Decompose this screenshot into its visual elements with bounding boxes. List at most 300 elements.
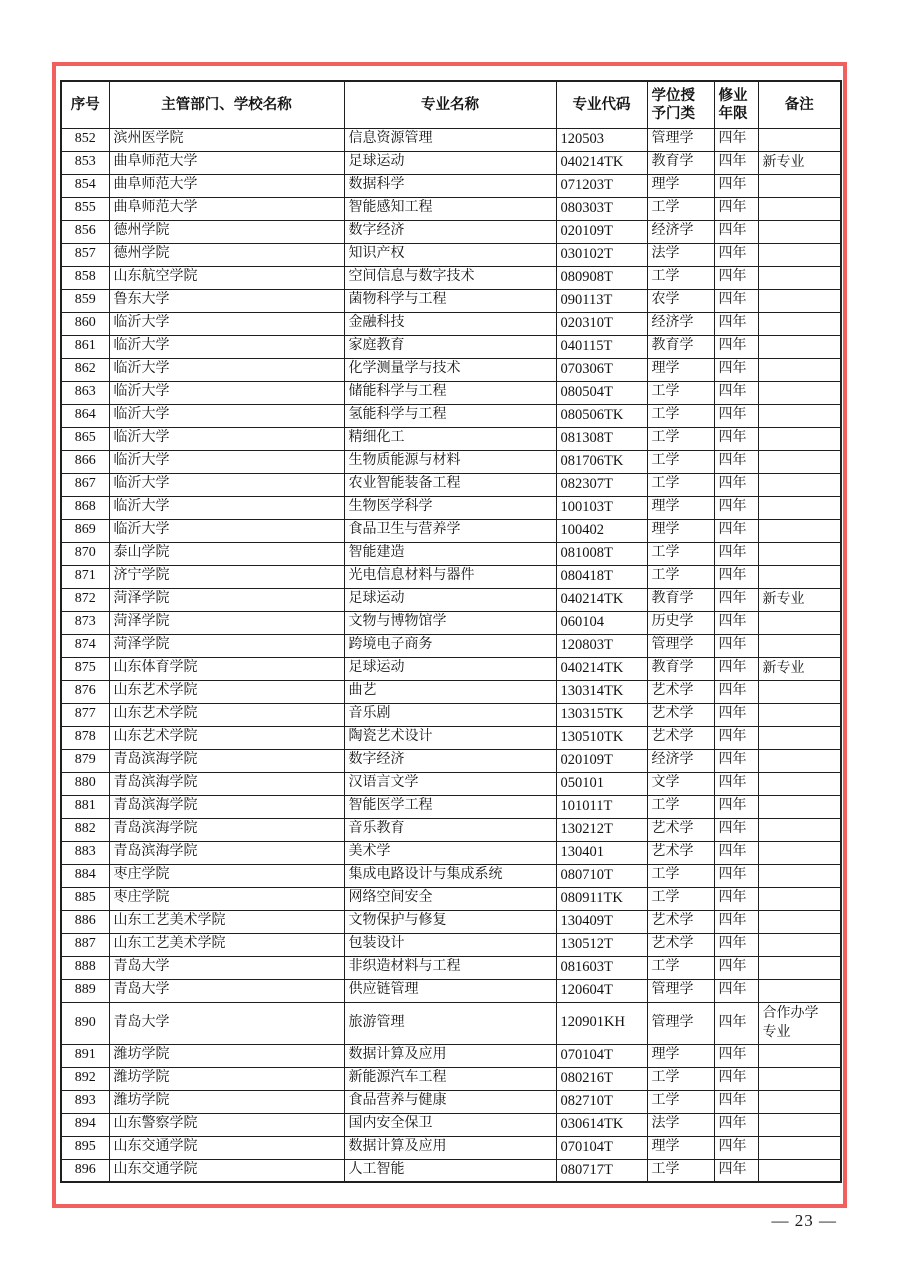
table-row	[61, 749, 841, 772]
cell-years: 四年	[714, 174, 758, 197]
cell-no: 858	[61, 266, 109, 289]
cell-years: 四年	[714, 933, 758, 956]
cell-code: 120803T	[556, 634, 647, 657]
cell-no: 886	[61, 910, 109, 933]
cell-major: 精细化工	[344, 427, 556, 450]
cell-remark	[758, 611, 841, 634]
column-header-school: 主管部门、学校名称	[109, 81, 344, 128]
cell-school: 临沂大学	[109, 312, 344, 335]
cell-school: 山东交通学院	[109, 1159, 344, 1182]
cell-major: 化学测量学与技术	[344, 358, 556, 381]
cell-degree: 工学	[647, 1159, 714, 1182]
cell-school: 临沂大学	[109, 450, 344, 473]
cell-remark	[758, 312, 841, 335]
cell-years: 四年	[714, 289, 758, 312]
cell-years: 四年	[714, 1044, 758, 1067]
cell-degree: 艺术学	[647, 726, 714, 749]
cell-remark	[758, 749, 841, 772]
table-row	[61, 956, 841, 979]
cell-code: 020109T	[556, 220, 647, 243]
cell-no: 874	[61, 634, 109, 657]
cell-remark	[758, 381, 841, 404]
table-header-row	[61, 81, 841, 128]
cell-remark	[758, 864, 841, 887]
cell-major: 储能科学与工程	[344, 381, 556, 404]
cell-degree: 理学	[647, 496, 714, 519]
cell-code: 080506TK	[556, 404, 647, 427]
cell-major: 信息资源管理	[344, 128, 556, 151]
cell-no: 893	[61, 1090, 109, 1113]
table-row	[61, 243, 841, 266]
table-row	[61, 1136, 841, 1159]
cell-years: 四年	[714, 243, 758, 266]
cell-years: 四年	[714, 197, 758, 220]
cell-years: 四年	[714, 910, 758, 933]
cell-degree: 艺术学	[647, 680, 714, 703]
table-row	[61, 220, 841, 243]
cell-degree: 工学	[647, 1067, 714, 1090]
cell-school: 山东警察学院	[109, 1113, 344, 1136]
table-row	[61, 887, 841, 910]
table-row	[61, 1044, 841, 1067]
cell-degree: 理学	[647, 358, 714, 381]
table-row	[61, 358, 841, 381]
table-row	[61, 128, 841, 151]
cell-school: 泰山学院	[109, 542, 344, 565]
cell-degree: 工学	[647, 956, 714, 979]
cell-no: 868	[61, 496, 109, 519]
cell-no: 854	[61, 174, 109, 197]
table-row	[61, 542, 841, 565]
cell-school: 山东艺术学院	[109, 726, 344, 749]
cell-degree: 管理学	[647, 979, 714, 1002]
cell-major: 非织造材料与工程	[344, 956, 556, 979]
cell-remark	[758, 680, 841, 703]
cell-code: 070104T	[556, 1136, 647, 1159]
cell-degree: 经济学	[647, 312, 714, 335]
cell-no: 864	[61, 404, 109, 427]
cell-no: 853	[61, 151, 109, 174]
cell-remark: 新专业	[758, 588, 841, 611]
majors-table	[60, 80, 842, 1183]
cell-major: 国内安全保卫	[344, 1113, 556, 1136]
cell-no: 891	[61, 1044, 109, 1067]
table-row	[61, 496, 841, 519]
table-row	[61, 726, 841, 749]
cell-major: 知识产权	[344, 243, 556, 266]
cell-remark	[758, 933, 841, 956]
cell-school: 山东艺术学院	[109, 703, 344, 726]
cell-school: 山东交通学院	[109, 1136, 344, 1159]
cell-no: 863	[61, 381, 109, 404]
cell-no: 859	[61, 289, 109, 312]
cell-school: 山东工艺美术学院	[109, 933, 344, 956]
cell-remark	[758, 726, 841, 749]
cell-school: 山东体育学院	[109, 657, 344, 680]
cell-remark	[758, 289, 841, 312]
cell-code: 100402	[556, 519, 647, 542]
cell-code: 030102T	[556, 243, 647, 266]
cell-years: 四年	[714, 818, 758, 841]
cell-school: 菏泽学院	[109, 588, 344, 611]
column-header-code: 专业代码	[556, 81, 647, 128]
cell-major: 金融科技	[344, 312, 556, 335]
cell-no: 856	[61, 220, 109, 243]
cell-code: 100103T	[556, 496, 647, 519]
cell-school: 临沂大学	[109, 404, 344, 427]
cell-remark	[758, 128, 841, 151]
cell-no: 883	[61, 841, 109, 864]
cell-no: 885	[61, 887, 109, 910]
cell-years: 四年	[714, 335, 758, 358]
table-row	[61, 1159, 841, 1182]
cell-code: 080911TK	[556, 887, 647, 910]
cell-code: 070306T	[556, 358, 647, 381]
cell-remark: 新专业	[758, 657, 841, 680]
cell-remark	[758, 450, 841, 473]
cell-degree: 管理学	[647, 128, 714, 151]
cell-years: 四年	[714, 680, 758, 703]
cell-remark: 合作办学专业	[758, 1002, 841, 1044]
table-row	[61, 979, 841, 1002]
cell-degree: 工学	[647, 1090, 714, 1113]
cell-code: 040214TK	[556, 588, 647, 611]
cell-major: 人工智能	[344, 1159, 556, 1182]
cell-major: 空间信息与数字技术	[344, 266, 556, 289]
cell-school: 滨州医学院	[109, 128, 344, 151]
cell-school: 青岛滨海学院	[109, 795, 344, 818]
cell-degree: 经济学	[647, 220, 714, 243]
cell-major: 文物保护与修复	[344, 910, 556, 933]
cell-code: 130510TK	[556, 726, 647, 749]
cell-remark	[758, 1067, 841, 1090]
cell-school: 青岛滨海学院	[109, 818, 344, 841]
cell-remark: 新专业	[758, 151, 841, 174]
cell-remark	[758, 473, 841, 496]
cell-years: 四年	[714, 151, 758, 174]
cell-code: 081008T	[556, 542, 647, 565]
cell-school: 青岛大学	[109, 1002, 344, 1044]
cell-major: 数据科学	[344, 174, 556, 197]
cell-school: 青岛大学	[109, 979, 344, 1002]
cell-code: 020109T	[556, 749, 647, 772]
cell-code: 020310T	[556, 312, 647, 335]
table-row	[61, 565, 841, 588]
cell-years: 四年	[714, 450, 758, 473]
cell-no: 889	[61, 979, 109, 1002]
cell-major: 供应链管理	[344, 979, 556, 1002]
cell-years: 四年	[714, 588, 758, 611]
cell-remark	[758, 1090, 841, 1113]
cell-remark	[758, 772, 841, 795]
cell-code: 090113T	[556, 289, 647, 312]
cell-degree: 理学	[647, 1136, 714, 1159]
cell-years: 四年	[714, 657, 758, 680]
cell-no: 857	[61, 243, 109, 266]
cell-major: 包装设计	[344, 933, 556, 956]
cell-code: 120503	[556, 128, 647, 151]
cell-school: 枣庄学院	[109, 864, 344, 887]
cell-years: 四年	[714, 1136, 758, 1159]
cell-degree: 教育学	[647, 335, 714, 358]
cell-no: 871	[61, 565, 109, 588]
table-row	[61, 473, 841, 496]
cell-code: 030614TK	[556, 1113, 647, 1136]
table-row	[61, 335, 841, 358]
cell-degree: 工学	[647, 450, 714, 473]
cell-remark	[758, 887, 841, 910]
cell-years: 四年	[714, 220, 758, 243]
cell-school: 临沂大学	[109, 519, 344, 542]
cell-school: 济宁学院	[109, 565, 344, 588]
cell-degree: 工学	[647, 381, 714, 404]
column-header-major: 专业名称	[344, 81, 556, 128]
cell-major: 音乐教育	[344, 818, 556, 841]
cell-no: 875	[61, 657, 109, 680]
cell-code: 081706TK	[556, 450, 647, 473]
cell-degree: 理学	[647, 174, 714, 197]
cell-years: 四年	[714, 634, 758, 657]
cell-code: 082710T	[556, 1090, 647, 1113]
cell-degree: 工学	[647, 864, 714, 887]
cell-code: 080418T	[556, 565, 647, 588]
cell-years: 四年	[714, 887, 758, 910]
cell-years: 四年	[714, 473, 758, 496]
cell-degree: 理学	[647, 519, 714, 542]
cell-major: 美术学	[344, 841, 556, 864]
cell-major: 新能源汽车工程	[344, 1067, 556, 1090]
cell-remark	[758, 220, 841, 243]
cell-major: 旅游管理	[344, 1002, 556, 1044]
cell-remark	[758, 1113, 841, 1136]
cell-major: 生物质能源与材料	[344, 450, 556, 473]
cell-no: 895	[61, 1136, 109, 1159]
cell-degree: 艺术学	[647, 703, 714, 726]
cell-code: 040115T	[556, 335, 647, 358]
cell-no: 862	[61, 358, 109, 381]
table-row	[61, 312, 841, 335]
table-row	[61, 703, 841, 726]
cell-years: 四年	[714, 128, 758, 151]
cell-major: 网络空间安全	[344, 887, 556, 910]
cell-school: 德州学院	[109, 243, 344, 266]
cell-years: 四年	[714, 496, 758, 519]
cell-school: 临沂大学	[109, 496, 344, 519]
cell-degree: 工学	[647, 542, 714, 565]
cell-degree: 农学	[647, 289, 714, 312]
cell-years: 四年	[714, 611, 758, 634]
cell-degree: 工学	[647, 795, 714, 818]
table-row	[61, 864, 841, 887]
cell-years: 四年	[714, 381, 758, 404]
cell-remark	[758, 634, 841, 657]
cell-school: 青岛滨海学院	[109, 772, 344, 795]
cell-years: 四年	[714, 358, 758, 381]
cell-code: 081603T	[556, 956, 647, 979]
cell-school: 临沂大学	[109, 358, 344, 381]
cell-years: 四年	[714, 1113, 758, 1136]
table-row	[61, 151, 841, 174]
cell-school: 潍坊学院	[109, 1090, 344, 1113]
cell-school: 临沂大学	[109, 427, 344, 450]
cell-school: 德州学院	[109, 220, 344, 243]
table-row	[61, 427, 841, 450]
table-row	[61, 1113, 841, 1136]
cell-code: 130212T	[556, 818, 647, 841]
cell-school: 曲阜师范大学	[109, 151, 344, 174]
cell-degree: 历史学	[647, 611, 714, 634]
cell-remark	[758, 1136, 841, 1159]
cell-remark	[758, 1044, 841, 1067]
cell-degree: 工学	[647, 473, 714, 496]
table-row	[61, 1067, 841, 1090]
cell-code: 120901KH	[556, 1002, 647, 1044]
cell-major: 数据计算及应用	[344, 1044, 556, 1067]
cell-major: 数字经济	[344, 749, 556, 772]
cell-degree: 艺术学	[647, 910, 714, 933]
cell-code: 080216T	[556, 1067, 647, 1090]
cell-remark	[758, 542, 841, 565]
cell-no: 888	[61, 956, 109, 979]
cell-degree: 艺术学	[647, 933, 714, 956]
cell-remark	[758, 979, 841, 1002]
cell-code: 130315TK	[556, 703, 647, 726]
cell-years: 四年	[714, 427, 758, 450]
cell-years: 四年	[714, 1090, 758, 1113]
cell-remark	[758, 335, 841, 358]
cell-degree: 教育学	[647, 657, 714, 680]
cell-degree: 文学	[647, 772, 714, 795]
table-row	[61, 450, 841, 473]
cell-remark	[758, 427, 841, 450]
cell-no: 872	[61, 588, 109, 611]
cell-no: 855	[61, 197, 109, 220]
cell-school: 菏泽学院	[109, 634, 344, 657]
cell-major: 食品营养与健康	[344, 1090, 556, 1113]
cell-major: 农业智能装备工程	[344, 473, 556, 496]
table-row	[61, 289, 841, 312]
page-number: — 23 —	[771, 1211, 837, 1230]
cell-years: 四年	[714, 266, 758, 289]
cell-major: 食品卫生与营养学	[344, 519, 556, 542]
cell-code: 120604T	[556, 979, 647, 1002]
cell-no: 876	[61, 680, 109, 703]
table-row	[61, 795, 841, 818]
cell-years: 四年	[714, 864, 758, 887]
cell-years: 四年	[714, 795, 758, 818]
cell-degree: 教育学	[647, 588, 714, 611]
table-body	[61, 128, 841, 1182]
cell-years: 四年	[714, 749, 758, 772]
cell-years: 四年	[714, 312, 758, 335]
cell-school: 临沂大学	[109, 381, 344, 404]
cell-no: 852	[61, 128, 109, 151]
cell-major: 足球运动	[344, 588, 556, 611]
cell-no: 869	[61, 519, 109, 542]
cell-remark	[758, 956, 841, 979]
cell-degree: 艺术学	[647, 818, 714, 841]
cell-major: 集成电路设计与集成系统	[344, 864, 556, 887]
cell-years: 四年	[714, 772, 758, 795]
table-row	[61, 634, 841, 657]
cell-remark	[758, 266, 841, 289]
cell-no: 873	[61, 611, 109, 634]
cell-major: 曲艺	[344, 680, 556, 703]
cell-no: 865	[61, 427, 109, 450]
cell-degree: 工学	[647, 266, 714, 289]
cell-major: 汉语言文学	[344, 772, 556, 795]
cell-degree: 工学	[647, 197, 714, 220]
cell-major: 数字经济	[344, 220, 556, 243]
cell-school: 临沂大学	[109, 335, 344, 358]
cell-no: 866	[61, 450, 109, 473]
cell-code: 130409T	[556, 910, 647, 933]
cell-school: 鲁东大学	[109, 289, 344, 312]
cell-remark	[758, 910, 841, 933]
cell-degree: 工学	[647, 404, 714, 427]
cell-no: 890	[61, 1002, 109, 1044]
cell-remark	[758, 404, 841, 427]
cell-major: 家庭教育	[344, 335, 556, 358]
cell-code: 130401	[556, 841, 647, 864]
cell-school: 青岛大学	[109, 956, 344, 979]
column-header-years: 修业年限	[714, 81, 758, 128]
table-row	[61, 772, 841, 795]
cell-years: 四年	[714, 979, 758, 1002]
table-row	[61, 818, 841, 841]
cell-years: 四年	[714, 565, 758, 588]
cell-remark	[758, 496, 841, 519]
cell-years: 四年	[714, 956, 758, 979]
cell-major: 跨境电子商务	[344, 634, 556, 657]
cell-school: 曲阜师范大学	[109, 197, 344, 220]
table-row	[61, 841, 841, 864]
cell-code: 040214TK	[556, 151, 647, 174]
cell-code: 060104	[556, 611, 647, 634]
table-row	[61, 174, 841, 197]
cell-code: 080504T	[556, 381, 647, 404]
cell-major: 陶瓷艺术设计	[344, 726, 556, 749]
table-row	[61, 910, 841, 933]
cell-years: 四年	[714, 726, 758, 749]
table-row	[61, 197, 841, 220]
cell-major: 菌物科学与工程	[344, 289, 556, 312]
cell-major: 生物医学科学	[344, 496, 556, 519]
cell-school: 青岛滨海学院	[109, 841, 344, 864]
table-row	[61, 680, 841, 703]
cell-no: 896	[61, 1159, 109, 1182]
cell-major: 智能医学工程	[344, 795, 556, 818]
cell-code: 082307T	[556, 473, 647, 496]
cell-code: 080303T	[556, 197, 647, 220]
cell-remark	[758, 243, 841, 266]
cell-no: 884	[61, 864, 109, 887]
cell-code: 101011T	[556, 795, 647, 818]
table-row	[61, 1090, 841, 1113]
cell-remark	[758, 197, 841, 220]
cell-remark	[758, 841, 841, 864]
cell-major: 光电信息材料与器件	[344, 565, 556, 588]
table-row	[61, 519, 841, 542]
cell-degree: 法学	[647, 243, 714, 266]
cell-code: 040214TK	[556, 657, 647, 680]
cell-school: 菏泽学院	[109, 611, 344, 634]
cell-school: 临沂大学	[109, 473, 344, 496]
table-row	[61, 611, 841, 634]
cell-degree: 管理学	[647, 1002, 714, 1044]
cell-code: 070104T	[556, 1044, 647, 1067]
cell-degree: 法学	[647, 1113, 714, 1136]
